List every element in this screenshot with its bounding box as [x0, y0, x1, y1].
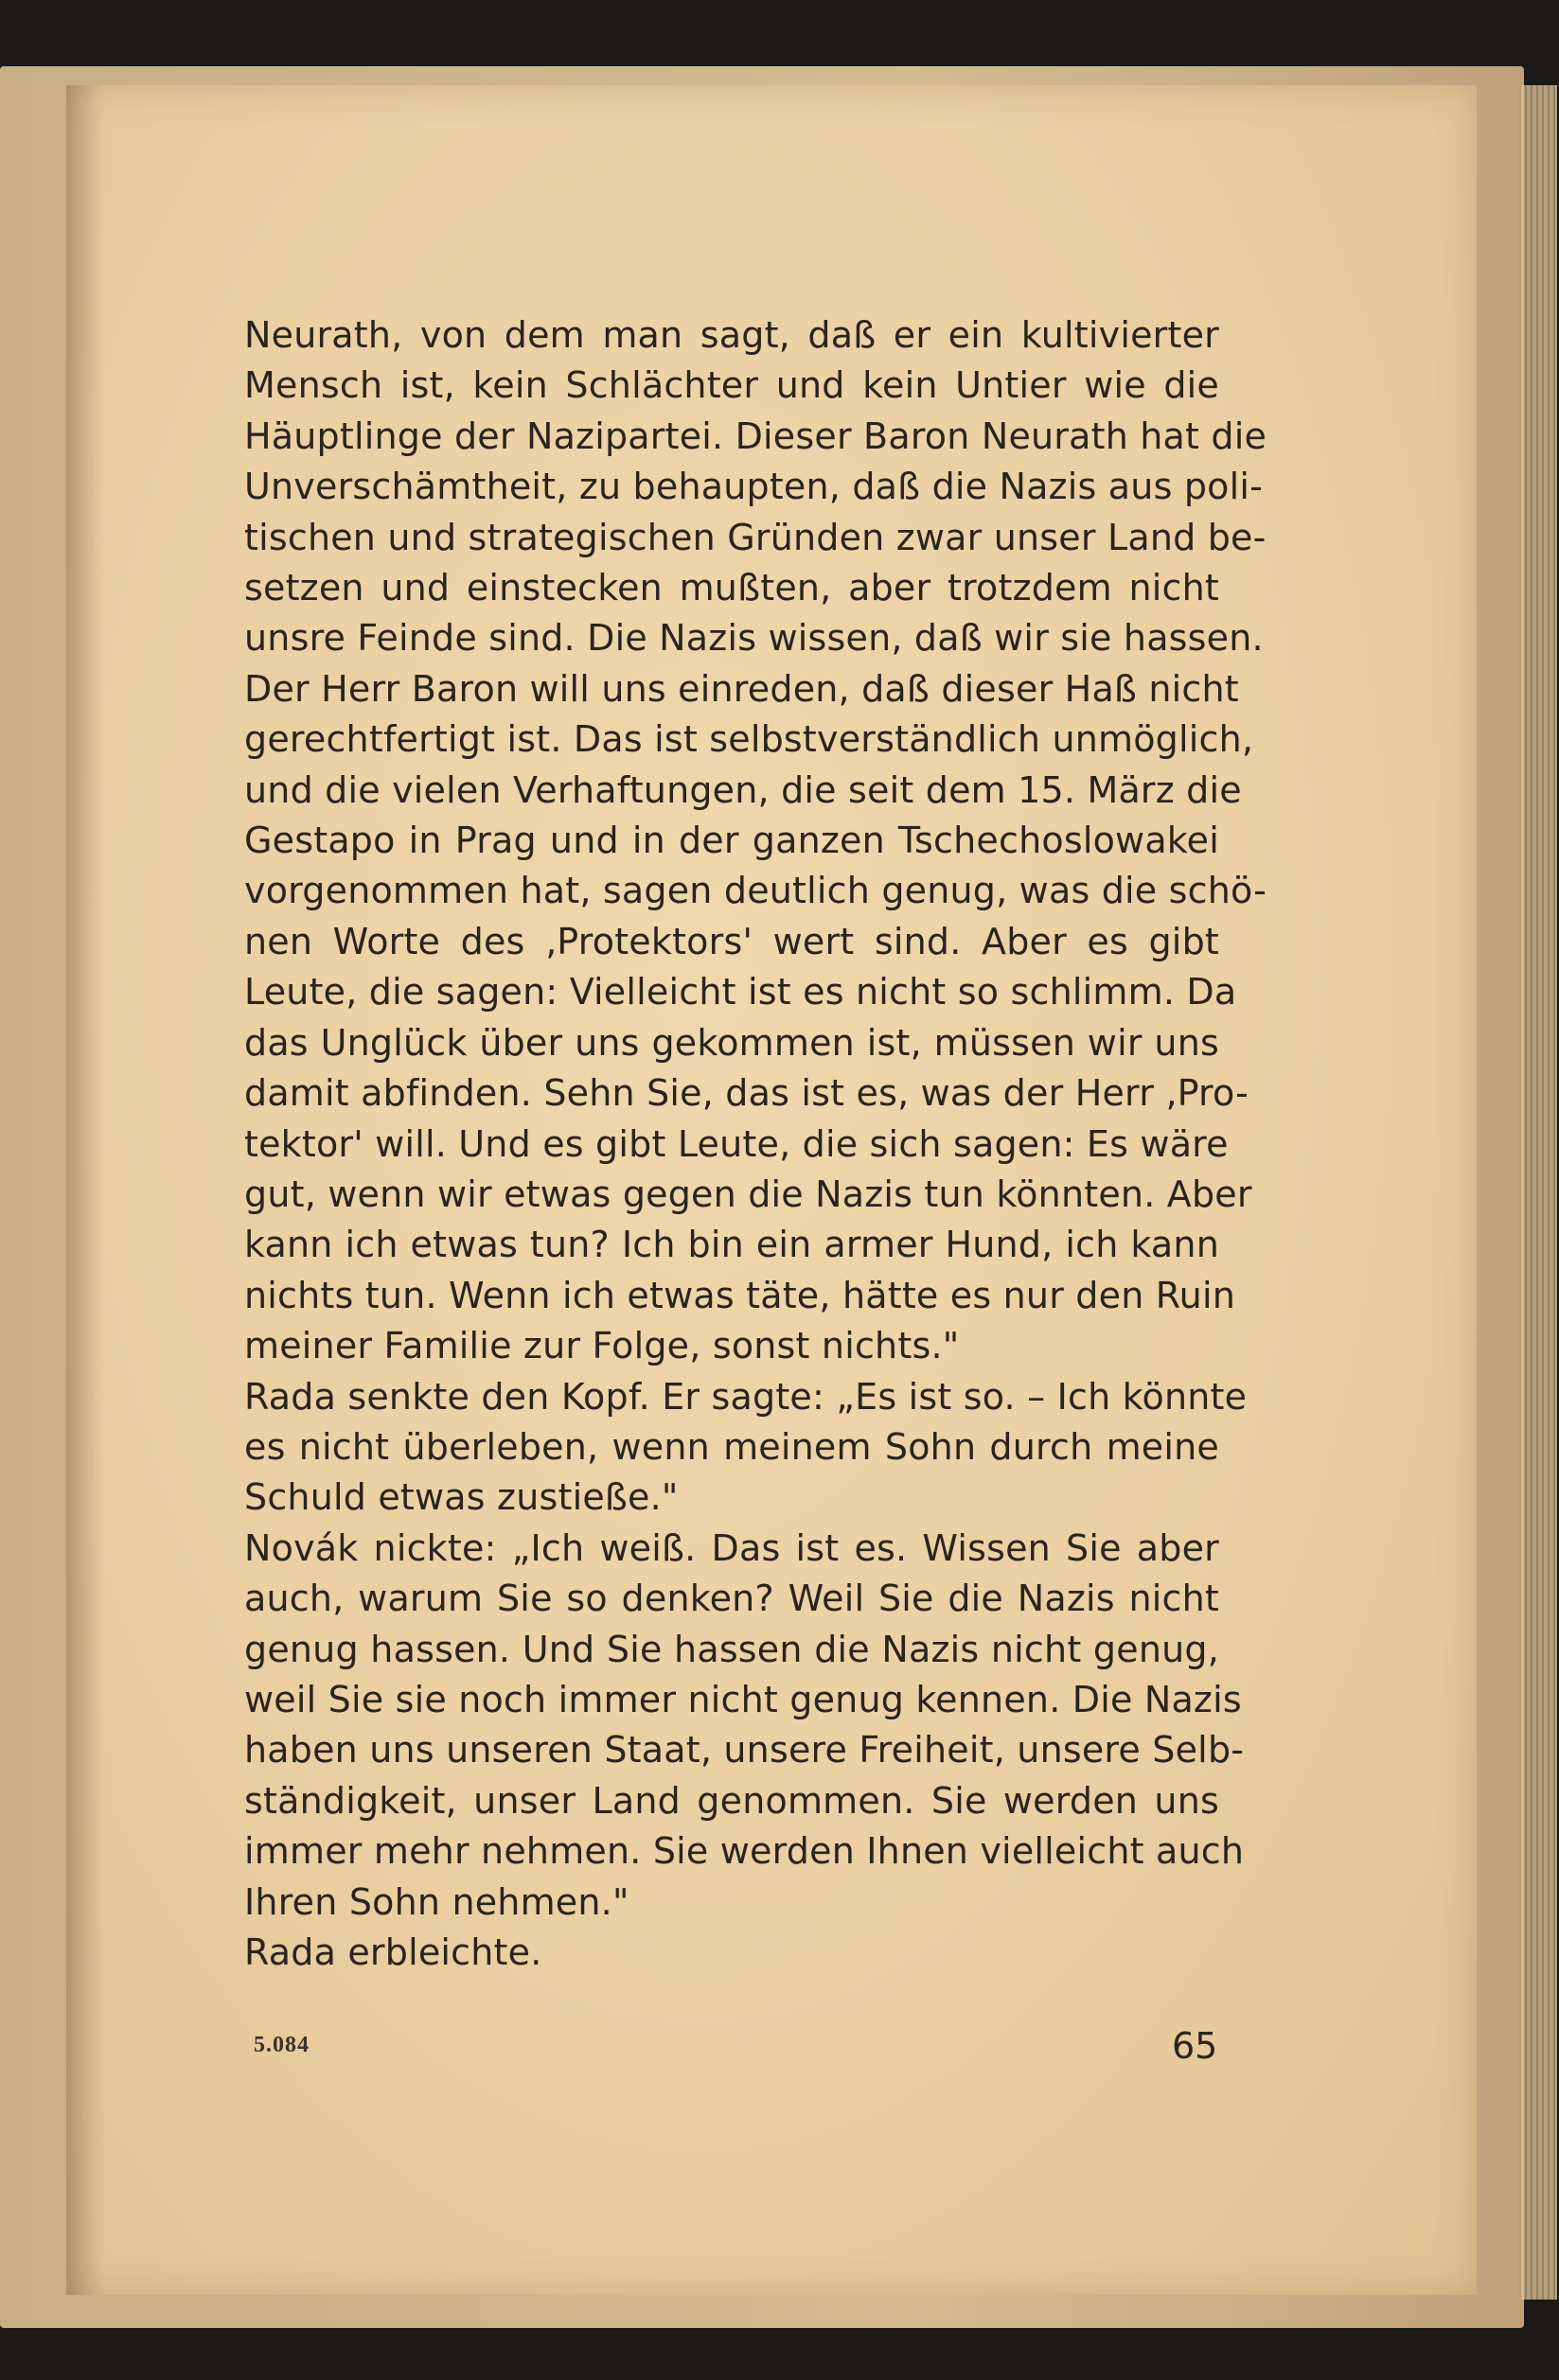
signature-mark: 5.084 — [254, 2033, 310, 2057]
page-number: 65 — [1172, 2025, 1218, 2067]
binding-shadow — [66, 85, 104, 2295]
text-line: Rada erbleichte. — [244, 1931, 542, 1973]
text-line: Rada senkte den Kopf. Er sagte: „Es ist so. – Ich könnte — [244, 1375, 1248, 1418]
text-line: vorgenommen hat, sagen deutlich genug, was die schö- — [244, 870, 1267, 912]
text-line: haben uns unseren Staat, unsere Freiheit, unsere Selb- — [244, 1729, 1245, 1772]
body-text — [244, 310, 1267, 1978]
text-line: kann ich etwas tun? Ich bin ein armer Hund, ich kann — [244, 1224, 1219, 1266]
text-line: auch, warum Sie so denken? Weil Sie die Nazis nicht — [244, 1578, 1219, 1620]
text-line: meiner Familie zur Folge, sonst nichts." — [244, 1325, 960, 1367]
text-line: Novák nickte: „Ich weiß. Das ist es. Wissen Sie aber — [244, 1526, 1219, 1569]
text-line: Häuptlinge der Nazipartei. Dieser Baron Neurath hat die — [244, 414, 1267, 457]
text-line: das Unglück über uns gekommen ist, müssen wir uns — [244, 1021, 1219, 1064]
text-line: Gestapo in Prag und in der ganzen Tschechoslowakei — [244, 820, 1219, 862]
text-line: immer mehr nehmen. Sie werden Ihnen vielleicht auch — [244, 1830, 1245, 1873]
text-line: Mensch ist, kein Schlächter und kein Untier wie die — [244, 364, 1219, 407]
text-line: Schuld etwas zustieße." — [244, 1476, 679, 1519]
text-line: Leute, die sagen: Vielleicht ist es nicht so schlimm. Da — [244, 971, 1237, 1014]
text-line: gerechtfertigt ist. Das ist selbstverständlich unmöglich, — [244, 718, 1254, 761]
text-line: ständigkeit, unser Land genommen. Sie werden uns — [244, 1779, 1219, 1822]
text-line: tektor' will. Und es gibt Leute, die sich sagen: Es wäre — [244, 1122, 1229, 1165]
text-line: Ihren Sohn nehmen." — [244, 1880, 629, 1923]
text-line: gut, wenn wir etwas gegen die Nazis tun könnten. Aber — [244, 1172, 1252, 1215]
text-line: nen Worte des ‚Protektors' wert sind. Aber es gibt — [244, 920, 1219, 962]
text-line: setzen und einstecken mußten, aber trotzdem nicht — [244, 567, 1219, 609]
text-line: unsre Feinde sind. Die Nazis wissen, daß wir sie hassen. — [244, 617, 1264, 660]
text-line: nichts tun. Wenn ich etwas täte, hätte es nur den Ruin — [244, 1274, 1235, 1316]
text-line: genug hassen. Und Sie hassen die Nazis nicht genug, — [244, 1628, 1219, 1670]
text-line: damit abfinden. Sehn Sie, das ist es, was der Herr ‚Pro- — [244, 1072, 1249, 1115]
page-edges — [1519, 85, 1557, 2300]
text-line: Neurath, von dem man sagt, daß er ein kultivierter — [244, 314, 1219, 356]
text-line: tischen und strategischen Gründen zwar unser Land be- — [244, 516, 1267, 558]
text-line: es nicht überleben, wenn meinem Sohn durch meine — [244, 1425, 1219, 1468]
text-line: weil Sie sie noch immer nicht genug kennen. Die Nazis — [244, 1678, 1242, 1720]
text-line: Der Herr Baron will uns einreden, daß dieser Haß nicht — [244, 667, 1239, 710]
text-line: Unverschämtheit, zu behaupten, daß die Nazis aus poli- — [244, 466, 1264, 508]
text-line: und die vielen Verhaftungen, die seit dem 15. März die — [244, 768, 1242, 811]
